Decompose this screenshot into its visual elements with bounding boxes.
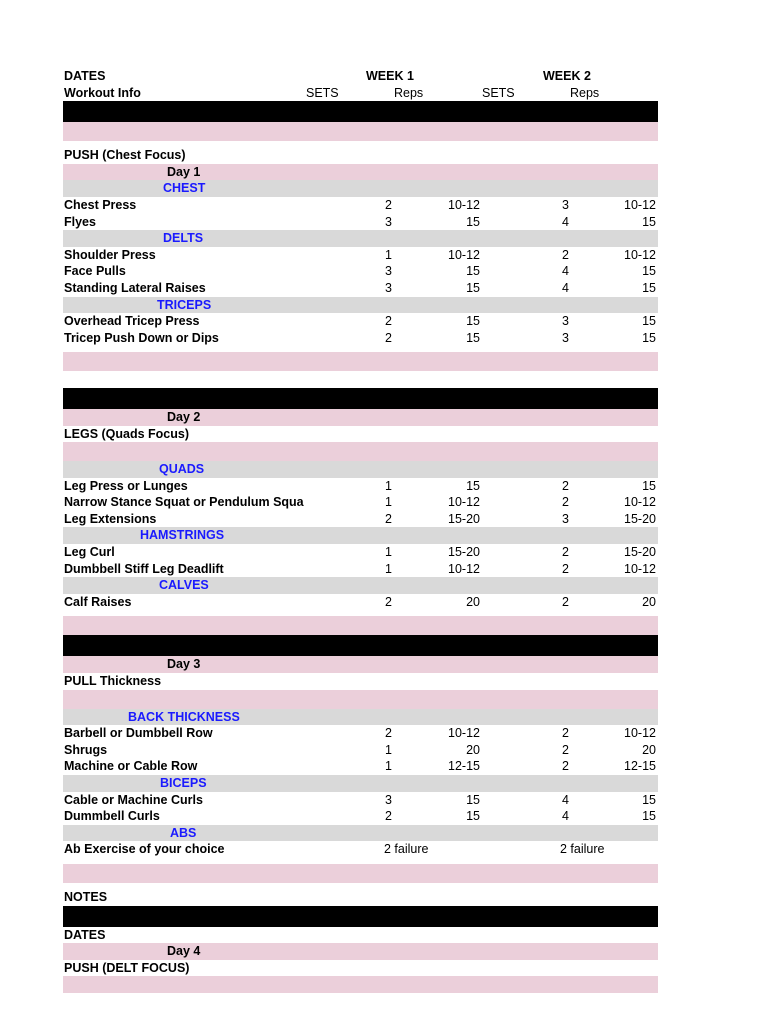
week2-reps: 15 <box>642 792 656 807</box>
notes-row <box>63 889 658 906</box>
exercise-name: Shoulder Press <box>64 247 156 262</box>
week1-reps: 15 <box>466 280 480 295</box>
week1-sets: 1 <box>385 478 392 493</box>
week1-sets: 2 <box>385 594 392 609</box>
exercise-name: Leg Extensions <box>64 511 157 526</box>
day1-title-row <box>63 147 658 164</box>
day4-day-row <box>63 943 658 960</box>
day1-day-row <box>63 164 658 181</box>
section-header <box>63 461 658 478</box>
section-title-calves: CALVES <box>159 578 209 593</box>
week2-sets: 2 <box>562 726 569 741</box>
week2-reps: 20 <box>642 742 656 757</box>
week1-reps: 10-12 <box>448 197 480 212</box>
section-title-back-thickness: BACK THICKNESS <box>128 709 240 724</box>
week2-sets: 2 <box>562 545 569 560</box>
section-header <box>63 180 658 197</box>
week2-sets: 2 <box>562 742 569 757</box>
week1-sets: 3 <box>385 264 392 279</box>
section-title-delts: DELTS <box>163 231 204 246</box>
week2-reps: 10-12 <box>624 726 656 741</box>
section-title-abs: ABS <box>170 825 197 840</box>
exercise-row <box>63 792 658 809</box>
day2-title: LEGS (Quads Focus) <box>64 426 190 441</box>
exercise-name: Leg Curl <box>64 545 115 560</box>
day1-title: PUSH (Chest Focus) <box>64 148 186 163</box>
exercise-row <box>63 263 658 280</box>
day3-title-row <box>63 673 658 690</box>
divider-bar <box>63 906 658 927</box>
exercise-name: Dummbell Curls <box>64 809 160 824</box>
week2-reps: 15 <box>642 478 656 493</box>
spacer-bar <box>63 616 658 635</box>
week1-sets: 2 <box>385 809 392 824</box>
day4-title: PUSH (DELT FOCUS) <box>64 960 190 975</box>
week2-reps: 15 <box>642 264 656 279</box>
week1-sets: 2 <box>385 511 392 526</box>
day1-label: Day 1 <box>167 164 201 179</box>
week1-reps: 15 <box>466 478 480 493</box>
exercise-name: Calf Raises <box>64 594 132 609</box>
day2-title-row <box>63 426 658 443</box>
week2-sets: 3 <box>562 314 569 329</box>
week2-label: WEEK 2 <box>543 69 591 83</box>
exercise-row <box>63 478 658 495</box>
week1-reps: 20 <box>466 594 480 609</box>
exercise-name: Shrugs <box>64 742 108 757</box>
week2-sets: 4 <box>562 809 569 824</box>
week2-reps: 15 <box>642 214 656 229</box>
week2-sets: 2 <box>562 247 569 262</box>
week1-sets: 1 <box>385 759 392 774</box>
exercise-name: Machine or Cable Row <box>64 759 198 774</box>
exercise-name: Leg Press or Lunges <box>64 478 188 493</box>
exercise-row <box>63 544 658 561</box>
week2-reps: 10-12 <box>624 561 656 576</box>
exercise-row <box>63 561 658 578</box>
exercise-row <box>63 594 658 611</box>
workout-sheet <box>63 68 658 993</box>
section-header <box>63 577 658 594</box>
week1-reps: 15-20 <box>448 511 480 526</box>
exercise-name: Chest Press <box>64 197 137 212</box>
week1-sets: 1 <box>385 247 392 262</box>
exercise-name: Tricep Push Down or Dips <box>64 330 219 345</box>
week2-sets: 3 <box>562 511 569 526</box>
divider-bar <box>63 388 658 409</box>
dates-label: DATES <box>64 69 106 83</box>
week2-sets: 4 <box>562 792 569 807</box>
week2-sets: 2 <box>562 478 569 493</box>
exercise-row <box>63 841 658 858</box>
exercise-row <box>63 758 658 775</box>
week2-reps: 12-15 <box>624 759 656 774</box>
day4-title-row <box>63 960 658 977</box>
notes-label: NOTES <box>64 889 108 904</box>
week1-reps: 10-12 <box>448 495 480 510</box>
week1-sets: 2 <box>385 726 392 741</box>
week2-sets: 2 <box>562 495 569 510</box>
week1-sets: 1 <box>385 495 392 510</box>
day3-title: PULL Thickness <box>64 674 162 689</box>
exercise-row <box>63 330 658 347</box>
week1-reps: 15 <box>466 792 480 807</box>
week2-failure: 2 failure <box>560 842 605 857</box>
divider-bar <box>63 635 658 656</box>
week2-reps: 10-12 <box>624 495 656 510</box>
week1-sets: 3 <box>385 792 392 807</box>
week1-sets: 1 <box>385 742 392 757</box>
exercise-row <box>63 808 658 825</box>
section-title-chest: CHEST <box>163 181 206 196</box>
week2-sets: 2 <box>562 561 569 576</box>
exercise-name: Ab Exercise of your choice <box>64 842 225 857</box>
section-header <box>63 825 658 842</box>
week1-reps: 15 <box>466 330 480 345</box>
week1-reps: 20 <box>466 742 480 757</box>
week1-sets: 1 <box>385 561 392 576</box>
spacer-bar <box>63 352 658 371</box>
spacer-bar <box>63 864 658 883</box>
week1-reps: 10-12 <box>448 561 480 576</box>
week1-reps: 15 <box>466 809 480 824</box>
week1-sets: 3 <box>385 280 392 295</box>
section-title-hamstrings: HAMSTRINGS <box>140 528 225 543</box>
section-title-quads: QUADS <box>159 462 205 477</box>
week1-sets: 1 <box>385 545 392 560</box>
week2-reps: 15 <box>642 809 656 824</box>
exercise-row <box>63 725 658 742</box>
week1-reps: 12-15 <box>448 759 480 774</box>
week2-sets: 4 <box>562 214 569 229</box>
exercise-row <box>63 511 658 528</box>
day2-day-row <box>63 409 658 426</box>
week1-sets: 3 <box>385 214 392 229</box>
exercise-row <box>63 197 658 214</box>
section-header <box>63 709 658 726</box>
week2-reps-header: Reps <box>570 85 600 100</box>
week2-reps: 15-20 <box>624 511 656 526</box>
week1-label: WEEK 1 <box>366 69 414 83</box>
week2-reps: 10-12 <box>624 197 656 212</box>
section-header <box>63 230 658 247</box>
week1-sets: 2 <box>385 197 392 212</box>
workout-info-label: Workout Info <box>64 85 141 100</box>
day2-label: Day 2 <box>167 409 201 424</box>
week2-sets: 4 <box>562 264 569 279</box>
exercise-name: Flyes <box>64 214 96 229</box>
week1-reps: 10-12 <box>448 247 480 262</box>
week1-sets: 2 <box>385 330 392 345</box>
week2-sets: 3 <box>562 197 569 212</box>
week2-reps: 20 <box>642 594 656 609</box>
week1-sets: 2 <box>385 314 392 329</box>
week1-reps: 15 <box>466 264 480 279</box>
exercise-name: Face Pulls <box>64 264 126 279</box>
week2-sets: 2 <box>562 594 569 609</box>
dates-label-2: DATES <box>64 927 106 942</box>
section-header <box>63 297 658 314</box>
exercise-name: Narrow Stance Squat or Pendulum Squa <box>64 495 304 510</box>
week2-sets: 2 <box>562 759 569 774</box>
spacer-bar <box>63 690 658 709</box>
spacer-bar <box>63 442 658 461</box>
week2-sets-header: SETS <box>482 85 515 100</box>
week2-reps: 15 <box>642 314 656 329</box>
week1-reps-header: Reps <box>394 85 424 100</box>
section-title-triceps: TRICEPS <box>157 297 212 312</box>
week2-sets: 3 <box>562 330 569 345</box>
exercise-name: Cable or Machine Curls <box>64 792 203 807</box>
exercise-row <box>63 494 658 511</box>
week2-reps: 10-12 <box>624 247 656 262</box>
day3-label: Day 3 <box>167 657 201 672</box>
exercise-name: Dumbbell Stiff Leg Deadlift <box>64 561 224 576</box>
day4-label: Day 4 <box>167 944 201 959</box>
week2-reps: 15-20 <box>624 545 656 560</box>
header-row-1 <box>63 68 658 85</box>
divider-bar <box>63 101 658 122</box>
exercise-name: Overhead Tricep Press <box>64 314 200 329</box>
exercise-row <box>63 742 658 759</box>
exercise-row <box>63 280 658 297</box>
section-header <box>63 527 658 544</box>
week1-reps: 15-20 <box>448 545 480 560</box>
week1-reps: 15 <box>466 314 480 329</box>
section-header <box>63 775 658 792</box>
exercise-name: Standing Lateral Raises <box>64 280 206 295</box>
week1-reps: 15 <box>466 214 480 229</box>
exercise-name: Barbell or Dumbbell Row <box>64 726 213 741</box>
header-row-2 <box>63 85 658 102</box>
spacer-bar <box>63 122 658 141</box>
exercise-row <box>63 247 658 264</box>
exercise-row <box>63 214 658 231</box>
spacer-row <box>63 976 658 993</box>
week2-reps: 15 <box>642 330 656 345</box>
section-title-biceps: BICEPS <box>160 776 207 790</box>
week1-reps: 10-12 <box>448 726 480 741</box>
exercise-row <box>63 313 658 330</box>
week1-sets-header: SETS <box>306 85 339 100</box>
day3-day-row <box>63 656 658 673</box>
week2-reps: 15 <box>642 280 656 295</box>
week2-sets: 4 <box>562 280 569 295</box>
dates-row <box>63 927 658 944</box>
week1-failure: 2 failure <box>384 842 429 857</box>
